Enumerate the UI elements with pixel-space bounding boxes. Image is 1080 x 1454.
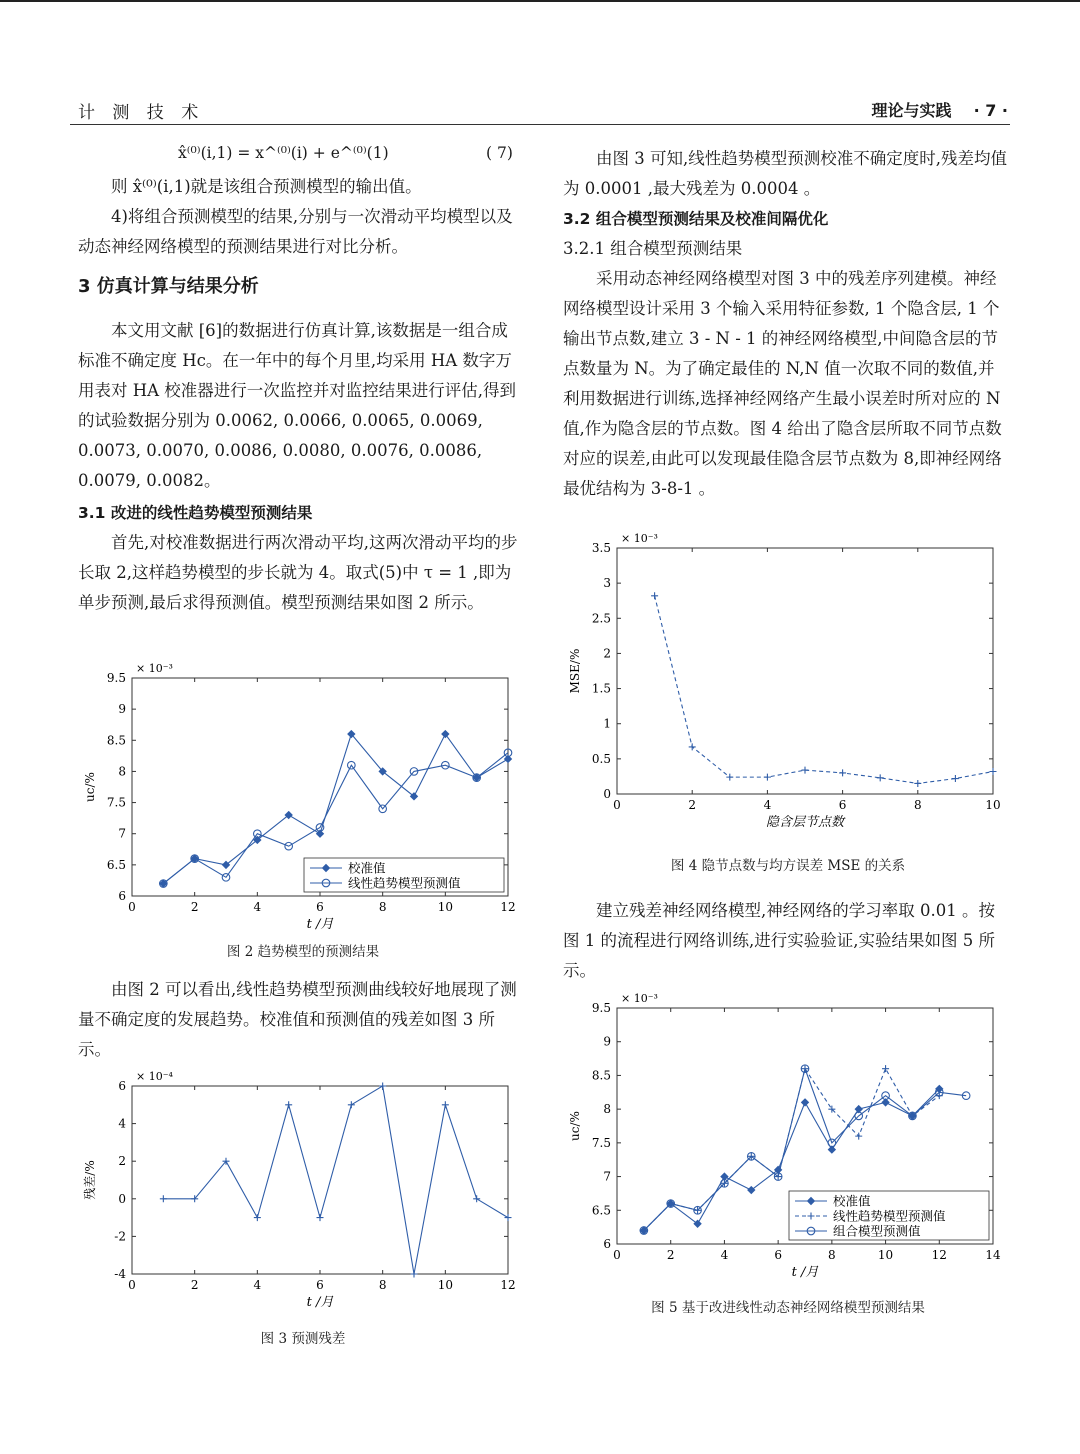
paragraph-output: 则 x̂⁽⁰⁾(i,1)就是该组合预测模型的输出值。 (111, 177, 422, 196)
y-tick-label: 3.5 (591, 541, 611, 555)
journal-name: 计 测 技 术 (78, 103, 205, 123)
y-tick-label: 2 (603, 646, 611, 661)
x-tick-label: 4 (253, 900, 262, 914)
section-name: 理论与实践 (871, 101, 952, 120)
figure-5-chart (563, 990, 1013, 1280)
y-tick-label: 9.5 (591, 1001, 611, 1015)
x-tick-label: 2 (190, 1278, 199, 1292)
paragraph-fig2-analysis: 由图 2 可以看出,线性趋势模型预测曲线较好地展现了测量不确定度的发展趋势。校准值和预测值的残差如图 3 所示。 (78, 980, 517, 1059)
y-tick-label: 0.5 (591, 751, 611, 766)
axis-scale-label: × 10⁻⁴ (136, 1070, 173, 1083)
figure-3-chart (78, 1066, 528, 1316)
y-tick-label: 0 (118, 1191, 126, 1206)
x-tick-label: 8 (828, 1248, 836, 1262)
legend-label: 校准值 (833, 1193, 871, 1209)
x-tick-label: 0 (128, 900, 136, 914)
x-tick-label: 10 (437, 900, 453, 914)
y-tick-label: 7 (603, 1169, 611, 1184)
section-3-1-heading: 3.1 改进的线性趋势模型预测结果 (78, 504, 313, 522)
y-axis-label: 残差/% (83, 1160, 97, 1200)
equation-number: ( 7) (486, 144, 513, 162)
y-tick-label: 9 (118, 702, 126, 717)
page-number: · 7 · (973, 101, 1008, 120)
figure-5-caption: 图 5 基于改进线性动态神经网络模型预测结果 (651, 1300, 925, 1316)
x-tick-label: 12 (500, 900, 516, 914)
left-text-top (78, 172, 520, 618)
header-rule (70, 124, 1010, 125)
x-tick-label: 10 (877, 1248, 894, 1262)
right-text-bottom (563, 896, 1010, 986)
x-tick-label: 10 (985, 798, 1001, 812)
y-tick-label: 0 (603, 787, 611, 801)
x-tick-label: 0 (128, 1278, 136, 1292)
y-axis-label: MSE/% (568, 648, 582, 694)
top-border (0, 0, 1080, 2)
y-tick-label: 9 (603, 1034, 611, 1049)
legend-label: 校准值 (348, 860, 386, 876)
y-tick-label: 6 (603, 1237, 611, 1251)
section-3-heading: 3 仿真计算与结果分析 (78, 276, 259, 297)
y-tick-label: 4 (118, 1116, 126, 1131)
x-axis-label: t /月 (306, 917, 334, 932)
x-tick-label: 8 (378, 1278, 387, 1292)
x-tick-label: 2 (688, 798, 697, 812)
legend-label: 线性趋势模型预测值 (833, 1208, 946, 1224)
legend-label: 线性趋势模型预测值 (348, 875, 461, 891)
x-axis-label: t /月 (791, 1265, 819, 1280)
x-axis-label: t /月 (306, 1295, 334, 1310)
y-axis-label: uc/% (568, 1111, 582, 1141)
y-tick-label: 7.5 (106, 795, 126, 810)
paragraph-residual-stats: 由图 3 可知,线性趋势模型预测校准不确定度时,残差均值为 0.0001 ,最大残差为 0.0004 。 (563, 149, 1007, 198)
x-tick-label: 2 (190, 900, 199, 914)
y-tick-label: 8.5 (106, 733, 126, 748)
paragraph-neural-model: 采用动态神经网络模型对图 3 中的残差序列建模。神经网络模型设计采用 3 个输入采用特征参数, 1 个隐含层, 1 个输出节点数,建立 3 - N - 1 的神经网络模型,中间隐含层的节点数量为 N。为了确定最佳的 N,N 值一次取不同的数值,并利用数据进行训练,选择神经网络产生最小误差时所对应的 N 值,作为隐含层的节点数。图 4 给出了隐含层所取不同节点数对应的误差,由此可以发现最佳隐含层节点数为 8,即神经网络最优结构为 3-8-1 。 (563, 269, 1002, 498)
figure-2-caption: 图 2 趋势模型的预测结果 (226, 944, 380, 960)
x-tick-label: 0 (613, 798, 621, 812)
x-tick-label: 6 (838, 798, 847, 812)
y-tick-label: -2 (114, 1229, 126, 1244)
y-tick-label: 6 (118, 1079, 126, 1093)
header-right (872, 98, 1008, 121)
x-tick-label: 14 (985, 1248, 1001, 1262)
y-tick-label: 6.5 (106, 857, 126, 872)
y-axis-label: uc/% (83, 772, 97, 802)
y-tick-label: 6.5 (591, 1203, 611, 1218)
paragraph-compare: 4)将组合预测模型的结果,分别与一次滑动平均模型以及动态神经网络模型的预测结果进行对比分析。 (78, 207, 513, 256)
left-text-bottom (78, 975, 520, 1065)
plot-frame (132, 1086, 508, 1274)
x-tick-label: 4 (253, 1278, 262, 1292)
y-tick-label: -4 (114, 1267, 126, 1281)
y-tick-label: 9.5 (106, 671, 126, 685)
legend-label: 组合模型预测值 (833, 1223, 921, 1239)
y-tick-label: 1.5 (591, 681, 611, 696)
x-tick-label: 6 (316, 900, 324, 914)
section-3-2-heading: 3.2 组合模型预测结果及校准间隔优化 (563, 210, 829, 228)
x-tick-label: 12 (500, 1278, 516, 1292)
x-tick-label: 8 (913, 798, 922, 812)
axis-scale-label: × 10⁻³ (621, 532, 658, 545)
y-tick-label: 8.5 (591, 1068, 611, 1083)
y-tick-label: 8 (118, 764, 126, 779)
x-tick-label: 8 (378, 900, 387, 914)
x-tick-label: 2 (666, 1248, 675, 1262)
axis-scale-label: × 10⁻³ (136, 662, 173, 675)
figure-4-caption: 图 4 隐节点数与均方误差 MSE 的关系 (670, 858, 906, 874)
x-tick-label: 6 (774, 1248, 782, 1262)
y-tick-label: 6 (118, 889, 126, 903)
axis-scale-label: × 10⁻³ (621, 992, 658, 1005)
equation-7: x̂⁽⁰⁾(i,1) = x^⁽⁰⁾(i) + e^⁽⁰⁾(1) (178, 144, 389, 162)
y-tick-label: 7.5 (591, 1135, 611, 1150)
y-tick-label: 2 (118, 1154, 126, 1169)
y-tick-label: 1 (603, 716, 611, 731)
y-tick-label: 2.5 (591, 611, 611, 626)
x-tick-label: 0 (613, 1248, 621, 1262)
figure-4-chart (563, 528, 1013, 838)
x-tick-label: 4 (720, 1248, 729, 1262)
x-axis-label: 隐含层节点数 (765, 815, 845, 830)
figure-2-chart (78, 660, 528, 938)
y-tick-label: 3 (603, 576, 611, 591)
x-tick-label: 10 (437, 1278, 453, 1292)
y-tick-label: 8 (603, 1102, 611, 1117)
x-tick-label: 12 (931, 1248, 947, 1262)
x-tick-label: 4 (763, 798, 772, 812)
section-3-2-1-heading: 3.2.1 组合模型预测结果 (563, 239, 743, 258)
paragraph-trend-model: 首先,对校准数据进行两次滑动平均,这两次滑动平均的步长取 2,这样趋势模型的步长就为 4。取式(5)中 τ = 1 ,即为单步预测,最后求得预测值。模型预测结果如图 2 所示。 (78, 533, 518, 612)
figure-3-caption: 图 3 预测残差 (260, 1331, 346, 1347)
x-tick-label: 6 (316, 1278, 324, 1292)
y-tick-label: 7 (118, 826, 126, 841)
paragraph-data: 本文用文献 [6]的数据进行仿真计算,该数据是一组合成标准不确定度 Hc。在一年中的每个月里,均采用 HA 数字万用表对 HA 校准器进行一次监控并对监控结果进行评估,得到的试验数据分别为 0.0062, 0.0066, 0.0065, 0.0069, 0.0073, 0.0070, 0.0086, 0.0080, 0.0076, 0.0086, 0.0079, 0.0082。 (78, 321, 517, 490)
paragraph-training: 建立残差神经网络模型,神经网络的学习率取 0.01 。按图 1 的流程进行网络训练,进行实验验证,实验结果如图 5 所示。 (563, 901, 995, 980)
right-text-top (563, 144, 1010, 504)
